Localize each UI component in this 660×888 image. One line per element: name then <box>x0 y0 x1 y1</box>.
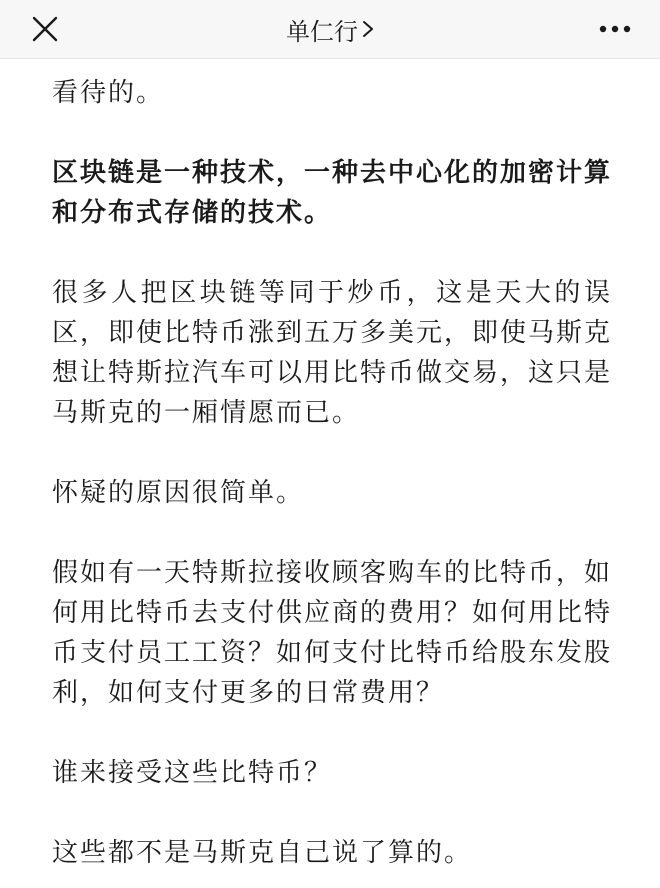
article-body <box>0 59 660 873</box>
article-paragraph-bold: 区块链是一种技术，一种去中心化的加密计算和分布式存储的技术。 <box>52 158 613 228</box>
more-horizontal-icon <box>599 25 631 33</box>
article-paragraph: 假如有一天特斯拉接收顾客购车的比特币，如何用比特币去支付供应商的费用？如何用比特币支付员工工资？如何支付比特币给股东发股利，如何支付更多的日常费用？ <box>52 558 613 708</box>
more-button[interactable] <box>596 10 634 48</box>
article-paragraph: 看待的。 <box>52 78 165 108</box>
chevron-right-icon <box>362 19 374 39</box>
account-title-link[interactable] <box>0 0 660 58</box>
article-paragraph: 很多人把区块链等同于炒币，这是天大的误区，即使比特币涨到五万多美元，即使马斯克想让特斯拉汽车可以用比特币做交易，这只是马斯克的一厢情愿而已。 <box>52 278 613 428</box>
article-paragraph: 怀疑的原因很简单。 <box>52 478 305 508</box>
nav-bar <box>0 0 660 59</box>
article-paragraph: 这些都不是马斯克自己说了算的。 <box>52 838 473 868</box>
article-paragraph: 谁来接受这些比特币？ <box>52 758 333 788</box>
page-title: 单仁行 <box>286 17 358 46</box>
